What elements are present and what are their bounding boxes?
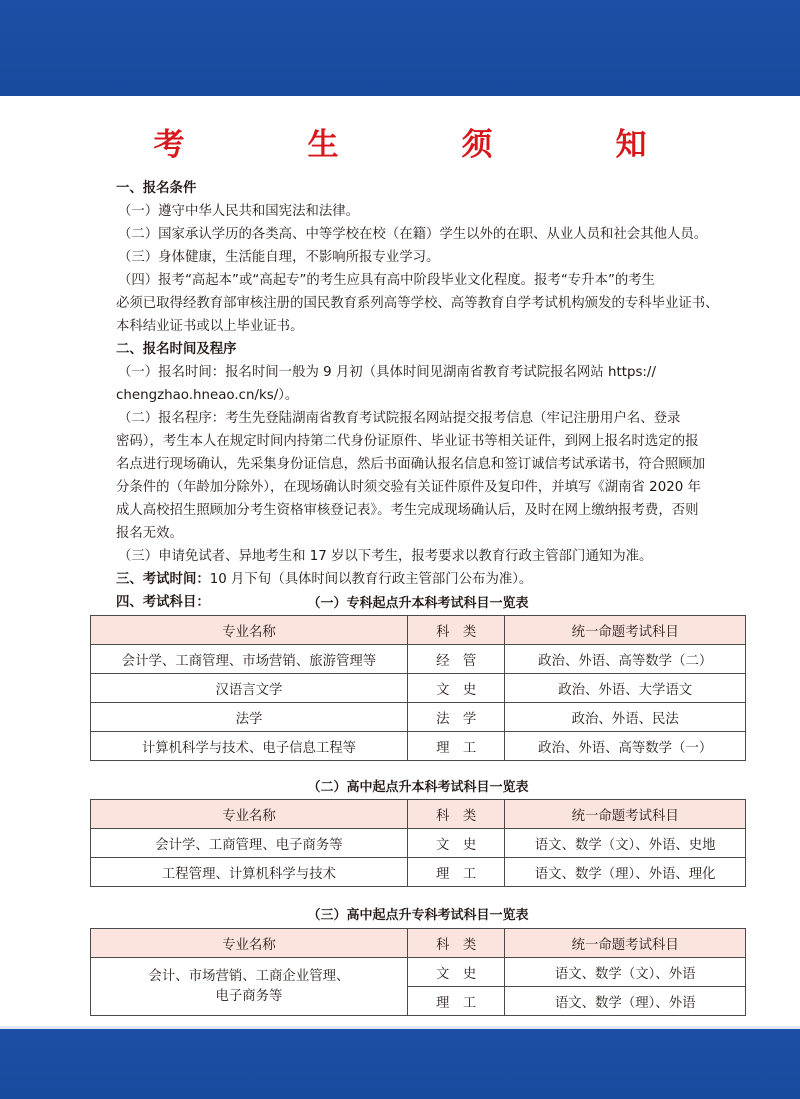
cell-major: 法学 xyxy=(91,703,408,732)
cell-category: 经 管 xyxy=(407,645,505,674)
cell-subjects: 语文、数学（文）、外语、史地 xyxy=(505,829,746,858)
table-3-caption: （三）高中起点升专科考试科目一览表 xyxy=(307,908,529,923)
cell-category: 文 史 xyxy=(407,829,504,858)
cell-major-line-1: 会计、市场营销、工商企业管理、 xyxy=(148,968,350,984)
header-major: 专业名称 xyxy=(91,616,408,645)
condition-item-3: （三）身体健康，生活能自理，不影响所报专业学习。 xyxy=(118,250,440,265)
section-heading-registration-time: 二、报名时间及程序 xyxy=(116,342,237,357)
exam-time-text: 10 月下旬（具体时间以教育行政主管部门公布为准）。 xyxy=(209,572,533,587)
registration-time-line-1: （一）报名时间：报名时间一般为 9 月初（具体时间见湖南省教育考试院报名网站 https:// xyxy=(118,365,656,380)
cell-subjects: 语文、数学（理）、外语、理化 xyxy=(505,858,746,887)
table-header-row xyxy=(91,616,746,645)
cell-subjects: 语文、数学（文）、外语 xyxy=(505,958,746,987)
registration-procedure-line-6: 报名无效。 xyxy=(116,526,183,541)
condition-item-4-line-2: 必须已取得经教育部审核注册的国民教育系列高等学校、高等教育自学考试机构颁发的专科毕业证书、 xyxy=(116,296,719,311)
header-major: 专业名称 xyxy=(91,800,408,829)
table-row xyxy=(91,674,746,703)
table-row xyxy=(91,732,746,761)
registration-procedure-line-1: （二）报名程序：考生先登陆湖南省教育考试院报名网站提交报考信息（牢记注册用户名、登录 xyxy=(118,411,681,426)
cell-category: 理 工 xyxy=(407,858,504,887)
table-header-row xyxy=(91,800,746,829)
page-title: 考 生 须 知 xyxy=(153,127,693,163)
header-major: 专业名称 xyxy=(91,929,408,958)
top-blue-band xyxy=(0,0,800,96)
registration-procedure-line-3: 名点进行现场确认，先采集身份证信息，然后书面确认报名信息和签订诚信考试承诺书，符合照顾加 xyxy=(116,457,706,472)
condition-item-2: （二）国家承认学历的各类高、中等学校在校（在籍）学生以外的在职、从业人员和社会其他人员。 xyxy=(118,227,708,242)
cell-major: 汉语言文学 xyxy=(91,674,408,703)
cell-major: 计算机科学与技术、电子信息工程等 xyxy=(91,732,408,761)
exam-time-line xyxy=(116,568,750,591)
condition-item-4-line-3: 本科结业证书或以上毕业证书。 xyxy=(116,319,304,334)
table-1-caption: （一）专科起点升本科考试科目一览表 xyxy=(307,596,529,611)
cell-major-line-2: 电子商务等 xyxy=(215,988,283,1004)
cell-category: 文 史 xyxy=(407,958,504,987)
cell-major: 工程管理、计算机科学与技术 xyxy=(91,858,408,887)
registration-procedure-line-2: 密码），考生本人在规定时间内持第二代身份证原件、毕业证书等相关证件，到网上报名时选定的报 xyxy=(116,434,699,449)
header-subjects: 统一命题考试科目 xyxy=(505,929,746,958)
header-category: 科 类 xyxy=(407,616,505,645)
header-subjects: 统一命题考试科目 xyxy=(505,800,746,829)
table-row xyxy=(91,703,746,732)
section-heading-exam-time: 三、考试时间： xyxy=(116,572,210,587)
table-3-highschool-associate xyxy=(90,928,746,1016)
table-row xyxy=(91,645,746,674)
notice-body xyxy=(116,177,750,614)
cell-major-merged xyxy=(91,958,408,1016)
cell-subjects: 政治、外语、大学语文 xyxy=(505,674,746,703)
table-1-upgrade-bachelor xyxy=(90,615,746,761)
cell-category: 理 工 xyxy=(407,732,505,761)
table-row xyxy=(91,829,746,858)
cell-major: 会计学、工商管理、市场营销、旅游管理等 xyxy=(91,645,408,674)
cell-subjects: 政治、外语、民法 xyxy=(505,703,746,732)
table-2-highschool-bachelor xyxy=(90,799,746,887)
cell-category: 理 工 xyxy=(407,987,504,1016)
header-category: 科 类 xyxy=(407,800,504,829)
header-subjects: 统一命题考试科目 xyxy=(505,616,746,645)
cell-subjects: 政治、外语、高等数学（二） xyxy=(505,645,746,674)
cell-category: 文 史 xyxy=(407,674,505,703)
table-2-caption: （二）高中起点升本科考试科目一览表 xyxy=(307,780,529,795)
registration-time-line-2: chengzhao.hneao.cn/ks/）。 xyxy=(116,388,299,403)
header-category: 科 类 xyxy=(407,929,504,958)
cell-subjects: 政治、外语、高等数学（一） xyxy=(505,732,746,761)
table-row xyxy=(91,858,746,887)
table-row xyxy=(91,958,746,987)
condition-item-4-line-1: （四）报考“高起本”或“高起专”的考生应具有高中阶段毕业文化程度。报考“专升本”的考生 xyxy=(118,273,656,288)
registration-procedure-line-5: 成人高校招生照顾加分考生资格审核登记表》。考生完成现场确认后，及时在网上缴纳报考费，否则 xyxy=(116,503,699,518)
bottom-blue-band xyxy=(0,1026,800,1099)
table-header-row xyxy=(91,929,746,958)
section-heading-registration-conditions: 一、报名条件 xyxy=(116,181,197,196)
registration-item-3: （三）申请免试者、异地考生和 17 岁以下考生，报考要求以教育行政主管部门通知为准。 xyxy=(118,549,653,564)
condition-item-1: （一）遵守中华人民共和国宪法和法律。 xyxy=(118,204,360,219)
registration-procedure-line-4: 分条件的（年龄加分除外），在现场确认时须交验有关证件原件及复印件，并填写《湖南省 2020 年 xyxy=(116,480,701,495)
cell-subjects: 语文、数学（理）、外语 xyxy=(505,987,746,1016)
section-heading-exam-subjects: 四、考试科目： xyxy=(116,595,210,610)
cell-category: 法 学 xyxy=(407,703,505,732)
cell-major: 会计学、工商管理、电子商务等 xyxy=(91,829,408,858)
